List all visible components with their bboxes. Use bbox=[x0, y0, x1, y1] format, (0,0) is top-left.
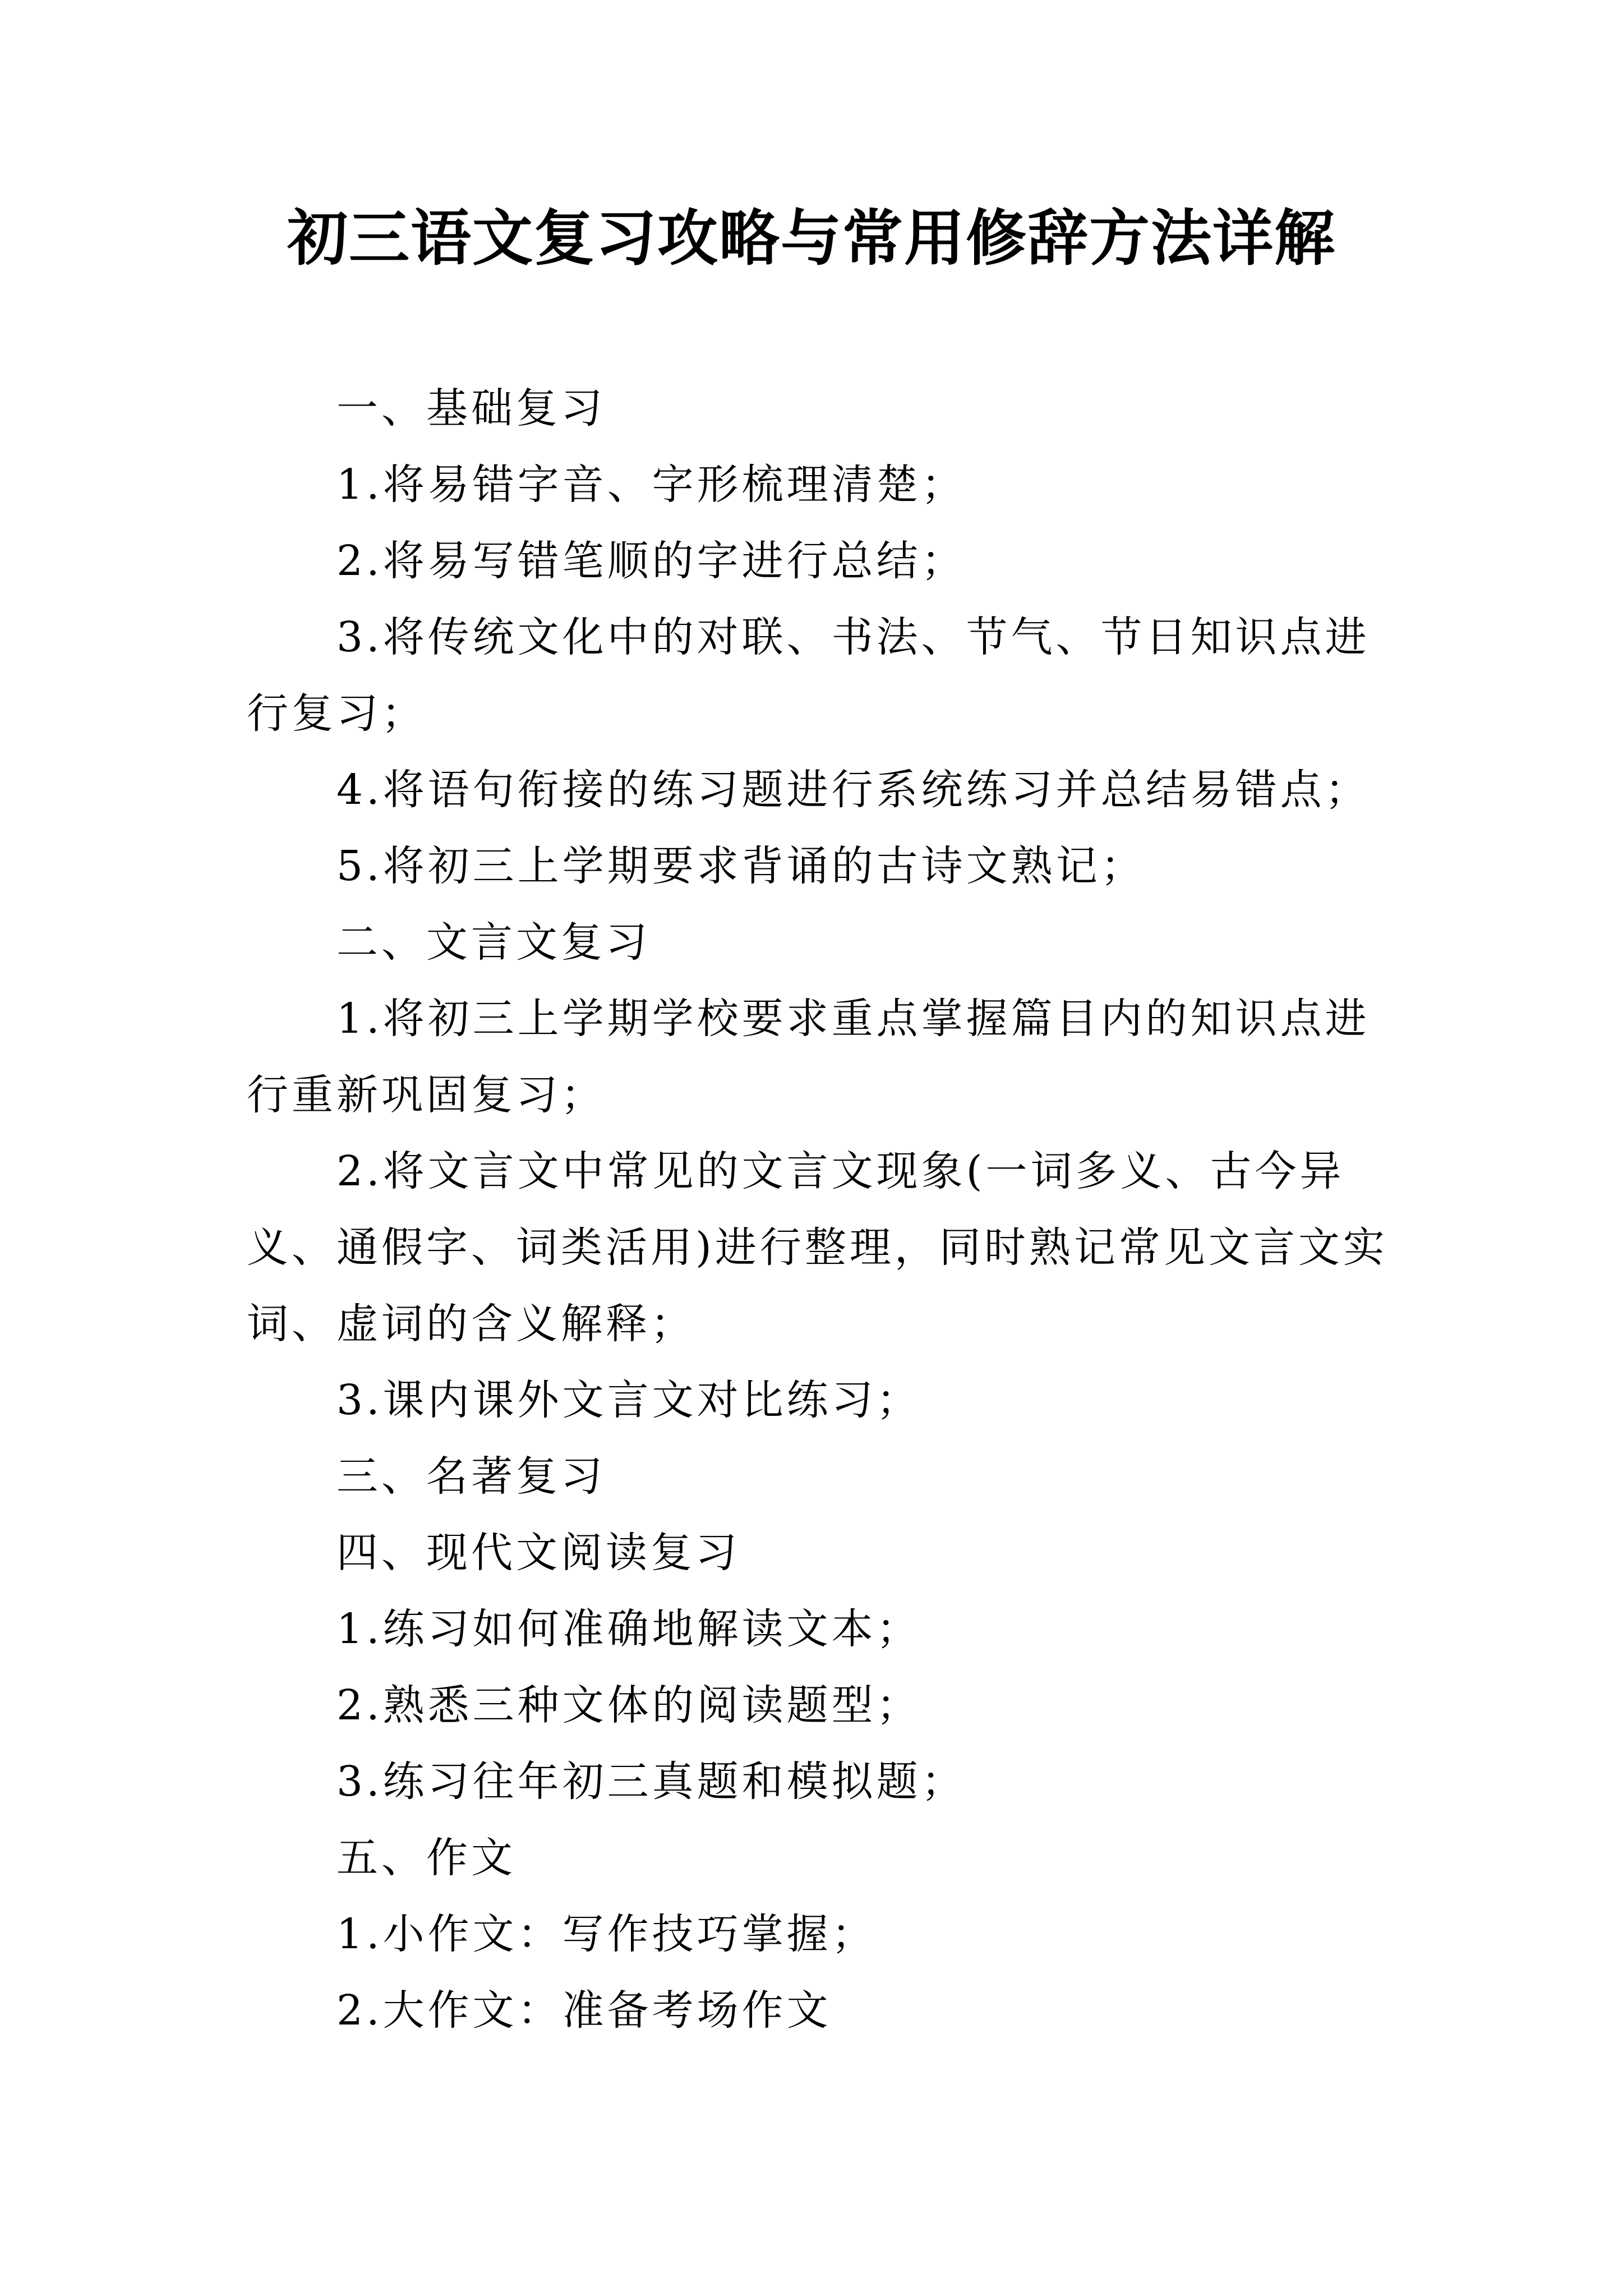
section-heading-modern-reading: 四、现代文阅读复习 bbox=[336, 1529, 740, 1577]
list-item: 3.将传统文化中的对联、书法、节气、节日知识点进行复习； bbox=[247, 613, 1370, 738]
list-item: 1.小作文：写作技巧掌握； bbox=[336, 1910, 877, 1958]
list-item: 1.将易错字音、字形梳理清楚； bbox=[336, 461, 966, 509]
section-heading-composition: 五、作文 bbox=[336, 1834, 516, 1882]
list-item: 1.练习如何准确地解读文本； bbox=[336, 1605, 921, 1653]
document-title: 初三语文复习攻略与常用修辞方法详解 bbox=[287, 203, 1336, 274]
list-item: 3.课内课外文言文对比练习； bbox=[336, 1376, 921, 1424]
list-item: 1.将初三上学期学校要求重点掌握篇目内的知识点进行重新巩固复习； bbox=[247, 995, 1370, 1119]
list-item: 2.将文言文中常见的文言文现象(一词多义、古今异义、通假字、词类活用)进行整理，同时熟记常见文言文实词、虚词的含义解释； bbox=[247, 1147, 1388, 1348]
list-item: 4.将语句衔接的练习题进行系统练习并总结易错点； bbox=[336, 766, 1370, 814]
document-body bbox=[247, 370, 1402, 2049]
list-item: 5.将初三上学期要求背诵的古诗文熟记； bbox=[336, 842, 1146, 890]
section-heading-basics: 一、基础复习 bbox=[336, 384, 606, 432]
list-item: 2.大作文：准备考场作文 bbox=[336, 1986, 832, 2035]
list-item: 2.熟悉三种文体的阅读题型； bbox=[336, 1681, 921, 1729]
list-item: 3.练习往年初三真题和模拟题； bbox=[336, 1757, 966, 1806]
section-heading-classics: 三、名著复习 bbox=[336, 1452, 606, 1501]
section-heading-classical-chinese: 二、文言文复习 bbox=[336, 918, 651, 967]
list-item: 2.将易写错笔顺的字进行总结； bbox=[336, 537, 966, 585]
